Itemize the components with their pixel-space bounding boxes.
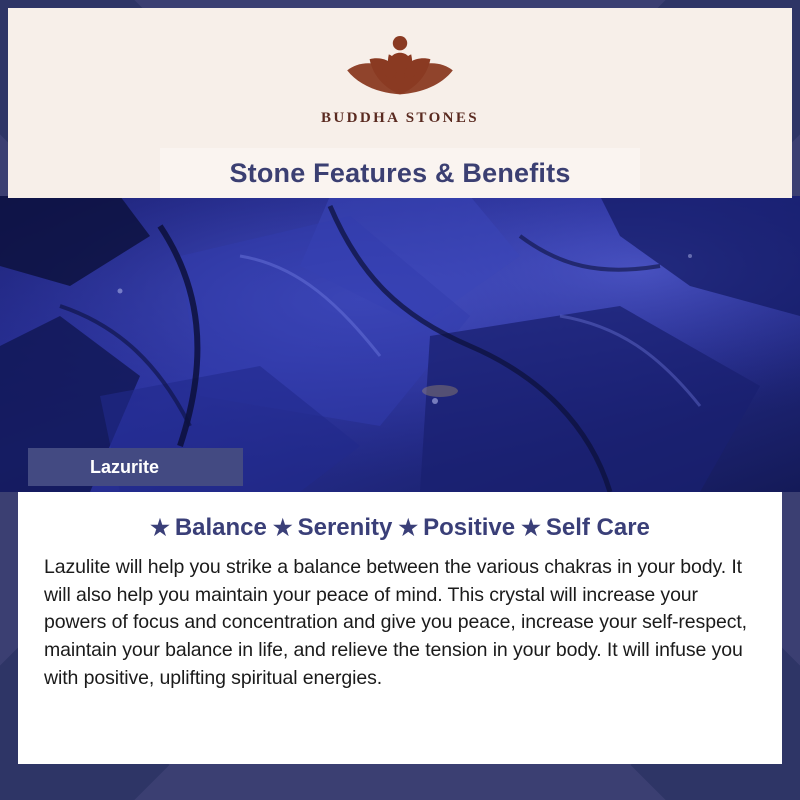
benefit-item xyxy=(273,514,392,542)
stone-name-tab xyxy=(28,448,243,486)
description-text: Lazulite will help you strike a balance between the various chakras in your body. It will also help you maintain your peace of mind. This crystal will increase your powers of focus and concentration and give you peace, increase your self-respect, maintain your balance in life, and relieve the tension in your body. It will infuse you with positive, uplifting spiritual energies. xyxy=(44,556,747,689)
star-icon: ★ xyxy=(150,515,170,540)
benefit-label: Serenity xyxy=(297,514,393,541)
stone-name: Lazurite xyxy=(90,456,160,477)
benefit-item xyxy=(521,514,650,542)
title-band xyxy=(160,148,640,198)
star-icon: ★ xyxy=(521,515,541,540)
star-icon: ★ xyxy=(272,515,293,540)
benefit-label: Balance xyxy=(174,514,267,541)
benefit-label: Self Care xyxy=(545,514,650,541)
benefit-label: Positive xyxy=(423,514,516,541)
brand-logo xyxy=(320,24,480,127)
benefits-list xyxy=(44,514,756,542)
content-panel xyxy=(18,492,782,764)
benefit-item xyxy=(150,514,267,542)
lotus-meditation-icon xyxy=(320,24,480,104)
brand-name: BUDDHA STONES xyxy=(320,110,480,126)
star-icon: ★ xyxy=(398,515,419,540)
page-title: Stone Features & Benefits xyxy=(229,157,571,188)
benefit-item xyxy=(398,514,515,542)
